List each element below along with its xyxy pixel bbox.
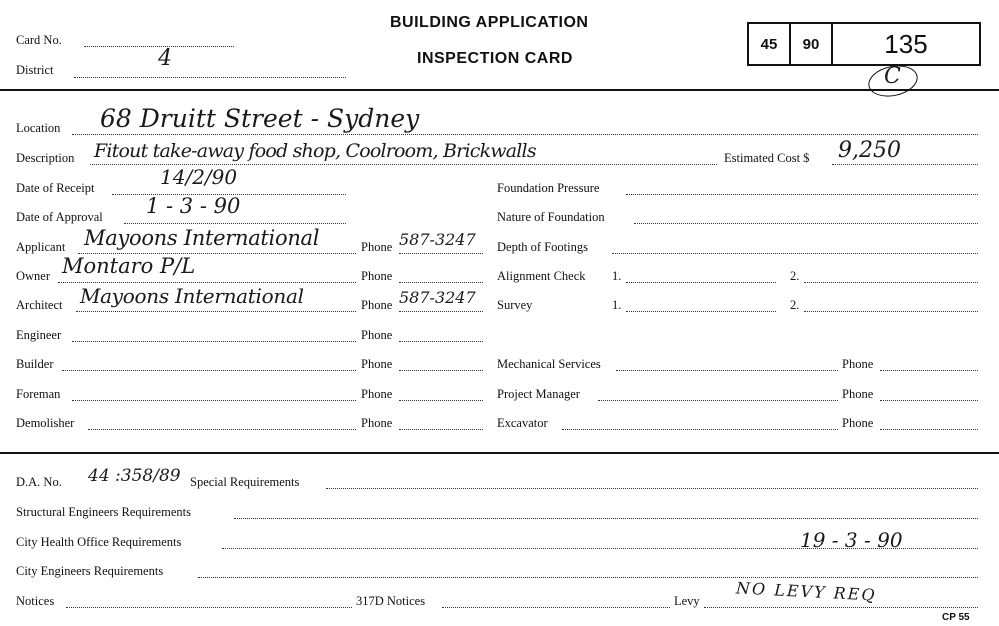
foreman-phone-label: Phone: [361, 387, 393, 401]
project-manager-label: Project Manager: [497, 387, 580, 401]
excavator-line: [562, 429, 838, 430]
foundation-pressure-line: [626, 194, 978, 195]
health-label: City Health Office Requirements: [16, 535, 182, 549]
title-line1: BUILDING APPLICATION: [390, 14, 589, 31]
demolisher-label: Demolisher: [16, 416, 75, 430]
structural-label: Structural Engineers Requirements: [16, 505, 191, 519]
lower-divider: [0, 452, 999, 454]
survey-num1: 1.: [612, 298, 622, 312]
da-no-value: 44 :358/89: [88, 466, 181, 486]
architect-label: Architect: [16, 298, 63, 312]
project-manager-line: [598, 400, 838, 401]
header-divider: [0, 89, 999, 91]
levy-value: NO LEVY REQ: [735, 578, 877, 605]
demolisher-line: [88, 429, 356, 430]
mechanical-line: [616, 370, 838, 371]
date-approval-line: [124, 223, 346, 224]
architect-phone-value: 587-3247: [399, 288, 476, 307]
depth-footings-line: [612, 253, 978, 254]
demolisher-phone-line: [399, 429, 483, 430]
engineer-line: [72, 341, 356, 342]
applicant-label: Applicant: [16, 240, 66, 254]
date-approval-label: Date of Approval: [16, 210, 103, 224]
applicant-phone-line: [399, 253, 483, 254]
mechanical-phone-label: Phone: [842, 357, 874, 371]
foreman-label: Foreman: [16, 387, 61, 401]
levy-label: Levy: [674, 594, 700, 608]
city-eng-label: City Engineers Requirements: [16, 564, 164, 578]
alignment-num2: 2.: [790, 269, 800, 283]
alignment-line1: [626, 282, 776, 283]
builder-line: [62, 370, 356, 371]
excavator-phone-label: Phone: [842, 416, 874, 430]
317d-notices-line: [442, 607, 670, 608]
applicant-phone-value: 587-3247: [399, 230, 476, 249]
foundation-pressure-label: Foundation Pressure: [497, 181, 600, 195]
excavator-phone-line: [880, 429, 978, 430]
nature-foundation-line: [634, 223, 978, 224]
location-label: Location: [16, 121, 61, 135]
description-label: Description: [16, 151, 75, 165]
code-cell-2: 90: [791, 24, 833, 64]
nature-foundation-label: Nature of Foundation: [497, 210, 605, 224]
special-req-label: Special Requirements: [190, 475, 300, 489]
card-code-box: [747, 22, 981, 66]
code-cell-1: 45: [749, 24, 791, 64]
title-line2: INSPECTION CARD: [417, 50, 573, 67]
engineer-phone-line: [399, 341, 483, 342]
owner-value: Montaro P/L: [62, 254, 196, 278]
builder-phone-label: Phone: [361, 357, 393, 371]
code-cell-3: 135: [884, 28, 928, 59]
project-manager-phone-label: Phone: [842, 387, 874, 401]
levy-line: [704, 607, 978, 608]
317d-notices-label: 317D Notices: [356, 594, 426, 608]
architect-value: Mayoons International: [80, 284, 304, 308]
survey-num2: 2.: [790, 298, 800, 312]
date-receipt-value: 14/2/90: [160, 165, 238, 189]
form-code: CP 55: [942, 612, 970, 623]
owner-phone-line: [399, 282, 483, 283]
survey-line2: [804, 311, 978, 312]
survey-line1: [626, 311, 776, 312]
mechanical-label: Mechanical Services: [497, 357, 601, 371]
date-approval-value: 1 - 3 - 90: [146, 194, 241, 218]
estimated-cost-value: 9,250: [838, 138, 901, 163]
engineer-label: Engineer: [16, 328, 62, 342]
estimated-cost-line: [832, 164, 978, 165]
card-no-label: Card No.: [16, 33, 62, 47]
district-value: 4: [158, 46, 172, 71]
project-manager-phone-line: [880, 400, 978, 401]
demolisher-phone-label: Phone: [361, 416, 393, 430]
notices-label: Notices: [16, 594, 55, 608]
alignment-num1: 1.: [612, 269, 622, 283]
engineer-phone-label: Phone: [361, 328, 393, 342]
description-value: Fitout take-away food shop, Coolroom, Brickwalls: [94, 140, 536, 162]
foreman-phone-line: [399, 400, 483, 401]
mechanical-phone-line: [880, 370, 978, 371]
district-label: District: [16, 63, 54, 77]
alignment-line2: [804, 282, 978, 283]
owner-line: [58, 282, 356, 283]
architect-phone-label: Phone: [361, 298, 393, 312]
builder-phone-line: [399, 370, 483, 371]
date-receipt-label: Date of Receipt: [16, 181, 95, 195]
applicant-value: Mayoons International: [84, 226, 320, 250]
location-value: 68 Druitt Street - Sydney: [100, 104, 420, 133]
structural-line: [234, 518, 978, 519]
district-line: [74, 77, 346, 78]
survey-label: Survey: [497, 298, 533, 312]
depth-footings-label: Depth of Footings: [497, 240, 588, 254]
da-no-label: D.A. No.: [16, 475, 62, 489]
estimated-cost-label: Estimated Cost $: [724, 151, 810, 165]
notices-line: [66, 607, 352, 608]
alignment-check-label: Alignment Check: [497, 269, 586, 283]
owner-phone-label: Phone: [361, 269, 393, 283]
foreman-line: [72, 400, 356, 401]
city-eng-line: [198, 577, 978, 578]
architect-line: [76, 311, 356, 312]
health-value: 19 - 3 - 90: [800, 528, 903, 552]
excavator-label: Excavator: [497, 416, 548, 430]
location-line: [72, 134, 978, 135]
builder-label: Builder: [16, 357, 54, 371]
special-req-line: [326, 488, 978, 489]
owner-label: Owner: [16, 269, 51, 283]
circle-mark-letter: C: [884, 64, 901, 89]
applicant-phone-label: Phone: [361, 240, 393, 254]
architect-phone-line: [399, 311, 483, 312]
